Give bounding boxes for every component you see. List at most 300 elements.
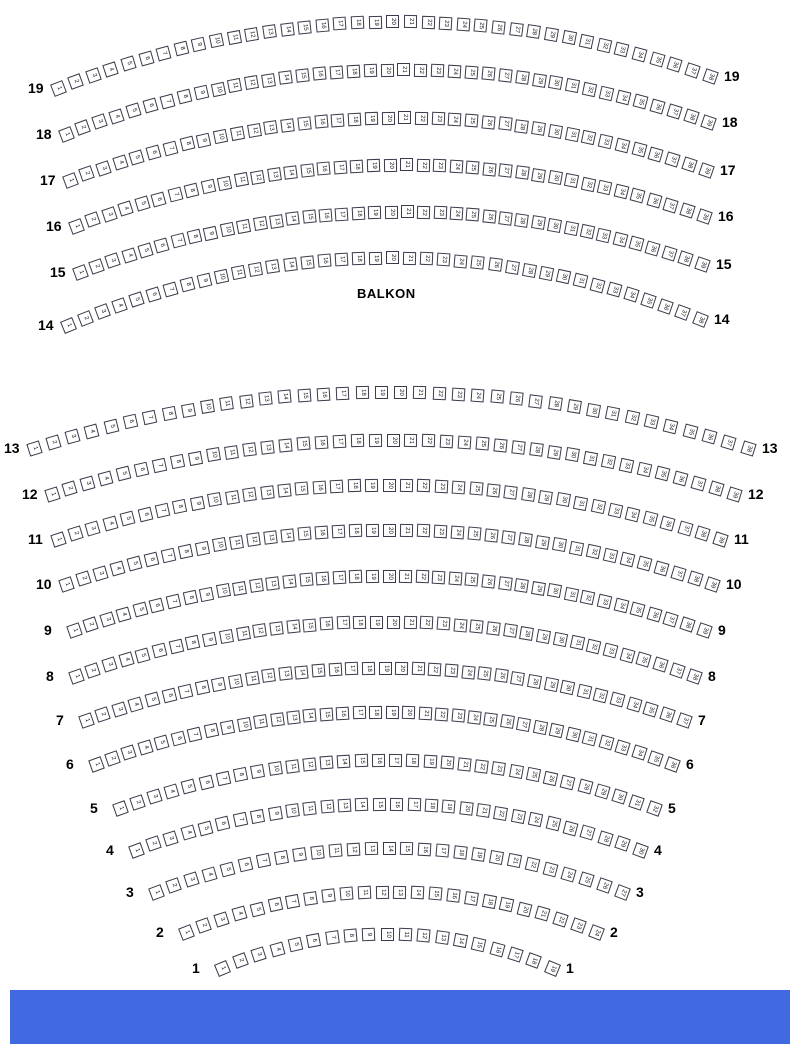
seat[interactable]: 31 xyxy=(573,273,589,289)
seat[interactable]: 3 xyxy=(213,911,229,927)
seat[interactable]: 39 xyxy=(704,576,720,592)
seat[interactable]: 13 xyxy=(338,798,352,812)
seat[interactable]: 15 xyxy=(373,797,386,810)
seat[interactable]: 13 xyxy=(258,392,272,406)
seat[interactable]: 4 xyxy=(269,941,285,957)
seat[interactable]: 7 xyxy=(187,727,203,743)
seat[interactable]: 22 xyxy=(428,663,442,677)
seat[interactable]: 10 xyxy=(381,928,394,941)
seat[interactable]: 1 xyxy=(26,440,42,456)
seat[interactable]: 3 xyxy=(121,745,137,761)
seat[interactable]: 31 xyxy=(569,635,584,650)
seat[interactable]: 33 xyxy=(598,133,614,149)
seat[interactable]: 25 xyxy=(465,573,479,587)
seat[interactable]: 33 xyxy=(602,547,618,563)
seat[interactable]: 34 xyxy=(614,137,630,153)
seat[interactable]: 1 xyxy=(58,126,75,143)
seat[interactable]: 3 xyxy=(65,429,81,445)
seat[interactable]: 9 xyxy=(211,676,226,691)
seat[interactable]: 5 xyxy=(137,242,153,258)
seat[interactable]: 33 xyxy=(597,180,613,196)
seat[interactable]: 11 xyxy=(303,801,317,815)
seat[interactable]: 19 xyxy=(366,570,379,583)
seat[interactable]: 33 xyxy=(610,691,626,707)
seat[interactable]: 17 xyxy=(333,17,347,31)
seat[interactable]: 28 xyxy=(527,673,542,688)
seat[interactable]: 18 xyxy=(525,953,542,970)
seat[interactable]: 24 xyxy=(448,571,462,585)
seat[interactable]: 26 xyxy=(543,770,558,785)
seat[interactable]: 9 xyxy=(268,806,283,821)
seat[interactable]: 1 xyxy=(58,576,74,592)
seat[interactable]: 25 xyxy=(471,256,485,270)
seat[interactable]: 24 xyxy=(449,160,463,174)
seat[interactable]: 4 xyxy=(108,108,124,124)
seat[interactable]: 19 xyxy=(423,754,437,768)
seat[interactable]: 24 xyxy=(509,764,524,779)
seat[interactable]: 22 xyxy=(420,616,434,630)
seat[interactable]: 14 xyxy=(337,754,351,768)
seat[interactable]: 4 xyxy=(164,783,180,799)
seat[interactable]: 23 xyxy=(570,917,587,934)
seat[interactable]: 22 xyxy=(474,759,489,774)
seat[interactable]: 9 xyxy=(202,632,217,647)
seat[interactable]: 20 xyxy=(386,15,399,28)
seat[interactable]: 24 xyxy=(560,866,576,882)
seat[interactable]: 14 xyxy=(283,257,298,272)
seat[interactable]: 3 xyxy=(146,788,162,804)
seat[interactable]: 9 xyxy=(200,179,216,195)
seat[interactable]: 6 xyxy=(143,551,159,567)
seat[interactable]: 1 xyxy=(112,800,129,817)
seat[interactable]: 8 xyxy=(343,929,357,943)
seat[interactable]: 18 xyxy=(350,434,363,447)
seat[interactable]: 11 xyxy=(245,671,260,686)
seat[interactable]: 33 xyxy=(607,282,623,298)
seat[interactable]: 15 xyxy=(354,754,367,767)
seat[interactable]: 30 xyxy=(548,75,563,90)
seat[interactable]: 17 xyxy=(335,207,349,221)
seat[interactable]: 26 xyxy=(488,258,503,273)
seat[interactable]: 7 xyxy=(152,458,167,473)
seat[interactable]: 33 xyxy=(599,85,615,101)
seat[interactable]: 6 xyxy=(267,897,282,912)
seat[interactable]: 14 xyxy=(278,438,292,452)
seat[interactable]: 30 xyxy=(548,170,563,185)
seat[interactable]: 14 xyxy=(282,574,296,588)
seat[interactable]: 36 xyxy=(667,56,683,72)
seat[interactable]: 1 xyxy=(50,80,67,97)
seat[interactable]: 10 xyxy=(216,583,231,598)
seat[interactable]: 10 xyxy=(206,447,221,462)
seat[interactable]: 25 xyxy=(466,208,480,222)
seat[interactable]: 21 xyxy=(534,906,550,922)
seat[interactable]: 20 xyxy=(459,801,473,815)
seat[interactable]: 7 xyxy=(170,233,186,249)
seat[interactable]: 3 xyxy=(163,830,179,846)
seat[interactable]: 7 xyxy=(155,503,171,519)
seat[interactable]: 5 xyxy=(126,556,142,572)
seat[interactable]: 6 xyxy=(151,191,167,207)
seat[interactable]: 25 xyxy=(484,712,499,727)
seat[interactable]: 32 xyxy=(582,82,597,97)
seat[interactable]: 37 xyxy=(669,662,685,678)
seat[interactable]: 7 xyxy=(167,187,183,203)
seat[interactable]: 12 xyxy=(248,262,263,277)
seat[interactable]: 17 xyxy=(332,435,346,449)
seat[interactable]: 37 xyxy=(664,151,680,167)
seat[interactable]: 26 xyxy=(509,392,523,406)
seat[interactable]: 11 xyxy=(225,490,240,505)
seat[interactable]: 20 xyxy=(383,524,396,537)
seat[interactable]: 10 xyxy=(217,175,232,190)
seat[interactable]: 9 xyxy=(194,540,209,555)
seat[interactable]: 14 xyxy=(280,528,294,542)
seat[interactable]: 17 xyxy=(329,65,343,79)
seat[interactable]: 7 xyxy=(216,770,231,785)
seat[interactable]: 2 xyxy=(62,480,78,496)
seat[interactable]: 23 xyxy=(542,861,558,877)
seat[interactable]: 17 xyxy=(336,386,350,400)
seat[interactable]: 16 xyxy=(316,571,330,585)
seat[interactable]: 2 xyxy=(75,119,92,136)
seat[interactable]: 18 xyxy=(346,64,360,78)
seat[interactable]: 36 xyxy=(646,606,662,622)
seat[interactable]: 11 xyxy=(232,581,247,596)
seat[interactable]: 25 xyxy=(477,667,491,681)
seat[interactable]: 23 xyxy=(492,761,507,776)
seat[interactable]: 1 xyxy=(214,960,231,977)
seat[interactable]: 3 xyxy=(92,114,109,131)
seat[interactable]: 4 xyxy=(112,154,128,170)
seat[interactable]: 23 xyxy=(433,525,447,539)
seat[interactable]: 1 xyxy=(72,264,89,281)
seat[interactable]: 35 xyxy=(682,423,698,439)
seat[interactable]: 18 xyxy=(355,386,368,399)
seat[interactable]: 18 xyxy=(347,479,360,492)
seat[interactable]: 13 xyxy=(260,485,274,499)
seat[interactable]: 7 xyxy=(325,930,340,945)
seat[interactable]: 4 xyxy=(111,297,128,314)
seat[interactable]: 31 xyxy=(565,78,580,93)
seat[interactable]: 32 xyxy=(581,176,596,191)
seat[interactable]: 23 xyxy=(432,571,446,585)
seat[interactable]: 8 xyxy=(170,454,185,469)
seat[interactable]: 16 xyxy=(314,525,328,539)
seat[interactable]: 8 xyxy=(161,406,176,421)
seat[interactable]: 24 xyxy=(588,924,605,941)
seat[interactable]: 22 xyxy=(415,570,428,583)
seat[interactable]: 10 xyxy=(339,887,353,901)
seat[interactable]: 14 xyxy=(453,933,468,948)
seat[interactable]: 34 xyxy=(626,696,642,712)
seat[interactable]: 9 xyxy=(188,451,203,466)
seat[interactable]: 15 xyxy=(297,388,311,402)
seat[interactable]: 36 xyxy=(649,98,665,114)
seat[interactable]: 3 xyxy=(95,160,111,176)
seat[interactable]: 15 xyxy=(297,527,311,541)
seat[interactable]: 22 xyxy=(421,16,434,29)
seat[interactable]: 2 xyxy=(67,525,83,541)
seat[interactable]: 30 xyxy=(556,492,571,507)
seat[interactable]: 35 xyxy=(632,93,648,109)
seat[interactable]: 15 xyxy=(300,255,314,269)
seat[interactable]: 21 xyxy=(457,757,471,771)
seat[interactable]: 32 xyxy=(624,410,639,425)
seat[interactable]: 22 xyxy=(415,111,428,124)
seat[interactable]: 22 xyxy=(416,524,429,537)
seat[interactable]: 6 xyxy=(142,98,158,114)
seat[interactable]: 27 xyxy=(511,440,525,454)
seat[interactable]: 7 xyxy=(156,45,172,61)
seat[interactable]: 7 xyxy=(178,683,194,699)
seat[interactable]: 22 xyxy=(417,479,430,492)
seat[interactable]: 7 xyxy=(168,639,184,655)
seat[interactable]: 12 xyxy=(302,757,316,771)
seat[interactable]: 22 xyxy=(525,857,541,873)
seat[interactable]: 15 xyxy=(400,842,413,855)
seat[interactable]: 23 xyxy=(511,809,526,824)
seat[interactable]: 16 xyxy=(315,18,329,32)
seat[interactable]: 37 xyxy=(677,520,693,536)
seat[interactable]: 38 xyxy=(677,250,693,266)
seat[interactable]: 27 xyxy=(498,576,513,591)
seat[interactable]: 34 xyxy=(631,745,647,761)
seat[interactable]: 31 xyxy=(564,173,579,188)
seat[interactable]: 30 xyxy=(560,680,575,695)
seat[interactable]: 33 xyxy=(597,593,613,609)
seat[interactable]: 36 xyxy=(659,706,675,722)
seat[interactable]: 28 xyxy=(521,487,536,502)
seat[interactable]: 24 xyxy=(450,525,464,539)
seat[interactable]: 30 xyxy=(565,447,580,462)
seat[interactable]: 16 xyxy=(318,208,332,222)
seat[interactable]: 10 xyxy=(209,33,224,48)
seat[interactable]: 38 xyxy=(740,440,756,456)
seat[interactable]: 16 xyxy=(314,435,328,449)
seat[interactable]: 37 xyxy=(663,611,679,627)
seat[interactable]: 33 xyxy=(596,228,612,244)
seat[interactable]: 9 xyxy=(220,720,235,735)
seat[interactable]: 21 xyxy=(400,158,413,171)
seat[interactable]: 1 xyxy=(78,712,95,729)
seat[interactable]: 28 xyxy=(597,830,613,846)
seat[interactable]: 19 xyxy=(363,64,376,77)
seat[interactable]: 17 xyxy=(331,525,345,539)
seat[interactable]: 12 xyxy=(252,624,267,639)
seat[interactable]: 35 xyxy=(636,652,652,668)
seat[interactable]: 1 xyxy=(148,884,165,901)
seat[interactable]: 36 xyxy=(646,192,662,208)
seat[interactable]: 38 xyxy=(702,68,719,85)
seat[interactable]: 1 xyxy=(68,668,85,685)
seat[interactable]: 3 xyxy=(99,611,115,627)
seat[interactable]: 30 xyxy=(565,727,581,743)
seat[interactable]: 25 xyxy=(490,390,504,404)
seat[interactable]: 2 xyxy=(88,258,105,275)
seat[interactable]: 1 xyxy=(50,531,66,547)
seat[interactable]: 13 xyxy=(269,214,284,229)
seat[interactable]: 32 xyxy=(646,800,663,817)
seat[interactable]: 29 xyxy=(549,723,564,738)
seat[interactable]: 16 xyxy=(418,842,432,856)
seat[interactable]: 8 xyxy=(176,89,192,105)
seat[interactable]: 7 xyxy=(285,894,300,909)
seat[interactable]: 17 xyxy=(332,571,346,585)
seat[interactable]: 35 xyxy=(647,750,663,766)
seat[interactable]: 6 xyxy=(152,643,168,659)
seat[interactable]: 38 xyxy=(681,156,697,172)
seat[interactable]: 31 xyxy=(582,731,598,747)
seat[interactable]: 16 xyxy=(317,254,331,268)
seat[interactable]: 19 xyxy=(369,16,382,29)
seat[interactable]: 22 xyxy=(435,707,449,721)
seat[interactable]: 6 xyxy=(306,933,321,948)
seat[interactable]: 15 xyxy=(319,707,333,721)
seat[interactable]: 22 xyxy=(493,806,508,821)
seat[interactable]: 36 xyxy=(664,756,681,773)
seat[interactable]: 22 xyxy=(420,252,434,266)
seat[interactable]: 14 xyxy=(278,390,292,404)
seat[interactable]: 12 xyxy=(244,75,259,90)
seat[interactable]: 29 xyxy=(536,629,551,644)
seat[interactable]: 26 xyxy=(491,20,505,34)
seat[interactable]: 2 xyxy=(67,73,84,90)
seat[interactable]: 9 xyxy=(193,85,209,101)
seat[interactable]: 14 xyxy=(280,22,295,37)
seat[interactable]: 32 xyxy=(598,735,614,751)
seat[interactable]: 2 xyxy=(145,836,161,852)
seat[interactable]: 10 xyxy=(220,222,235,237)
seat[interactable]: 28 xyxy=(515,119,530,134)
seat[interactable]: 25 xyxy=(474,18,488,32)
seat[interactable]: 26 xyxy=(494,669,509,684)
seat[interactable]: 30 xyxy=(548,124,563,139)
seat[interactable]: 26 xyxy=(500,714,515,729)
seat[interactable]: 15 xyxy=(297,116,311,130)
seat[interactable]: 19 xyxy=(365,524,378,537)
seat[interactable]: 34 xyxy=(612,232,628,248)
seat[interactable]: 29 xyxy=(594,783,610,799)
seat[interactable]: 20 xyxy=(383,158,396,171)
seat[interactable]: 22 xyxy=(422,434,435,447)
seat[interactable]: 2 xyxy=(94,706,110,722)
seat[interactable]: 21 xyxy=(404,15,417,28)
seat[interactable]: 27 xyxy=(501,530,515,544)
seat[interactable]: 29 xyxy=(531,215,546,230)
seat[interactable]: 7 xyxy=(162,140,178,156)
seat[interactable]: 25 xyxy=(469,482,483,496)
seat[interactable]: 23 xyxy=(434,480,448,494)
seat[interactable]: 8 xyxy=(187,229,203,245)
seat[interactable]: 35 xyxy=(642,511,658,527)
seat[interactable]: 35 xyxy=(631,142,647,158)
seat[interactable]: 26 xyxy=(563,820,579,836)
seat[interactable]: 2 xyxy=(196,917,213,934)
seat[interactable]: 19 xyxy=(379,662,392,675)
seat[interactable]: 35 xyxy=(654,466,670,482)
seat[interactable]: 11 xyxy=(253,714,268,729)
seat[interactable]: 13 xyxy=(364,842,377,855)
seat[interactable]: 4 xyxy=(202,866,218,882)
seat[interactable]: 22 xyxy=(552,911,568,927)
seat[interactable]: 18 xyxy=(351,206,365,220)
seat[interactable]: 31 xyxy=(568,540,583,555)
seat[interactable]: 18 xyxy=(348,112,362,126)
seat[interactable]: 12 xyxy=(261,669,276,684)
seat[interactable]: 10 xyxy=(310,845,324,859)
seat[interactable]: 32 xyxy=(601,454,616,469)
seat[interactable]: 39 xyxy=(726,486,742,502)
seat[interactable]: 28 xyxy=(514,578,529,593)
seat[interactable]: 24 xyxy=(454,254,468,268)
seat[interactable]: 35 xyxy=(630,188,646,204)
seat[interactable]: 29 xyxy=(532,73,547,88)
seat[interactable]: 8 xyxy=(233,767,248,782)
seat[interactable]: 14 xyxy=(303,708,317,722)
seat[interactable]: 10 xyxy=(213,129,228,144)
seat[interactable]: 34 xyxy=(619,647,635,663)
seat[interactable]: 20 xyxy=(381,111,394,124)
seat[interactable]: 18 xyxy=(350,159,364,173)
seat[interactable]: 15 xyxy=(295,68,309,82)
seat[interactable]: 24 xyxy=(448,64,462,78)
seat[interactable]: 8 xyxy=(203,723,218,738)
seat[interactable]: 33 xyxy=(614,42,630,58)
seat[interactable]: 24 xyxy=(458,435,472,449)
seat[interactable]: 12 xyxy=(249,578,264,593)
seat[interactable]: 20 xyxy=(394,385,407,398)
seat[interactable]: 8 xyxy=(172,499,187,514)
seat[interactable]: 29 xyxy=(531,581,546,596)
seat[interactable]: 10 xyxy=(207,492,222,507)
seat[interactable]: 18 xyxy=(349,570,362,583)
seat[interactable]: 16 xyxy=(314,115,328,129)
seat[interactable]: 20 xyxy=(383,570,396,583)
seat[interactable]: 11 xyxy=(357,886,371,900)
seat[interactable]: 2 xyxy=(104,750,120,766)
seat[interactable]: 3 xyxy=(85,520,101,536)
seat[interactable]: 19 xyxy=(375,385,388,398)
seat[interactable]: 29 xyxy=(547,445,562,460)
seat[interactable]: 3 xyxy=(80,475,96,491)
seat[interactable]: 26 xyxy=(481,574,495,588)
seat[interactable]: 24 xyxy=(450,207,464,221)
seat[interactable]: 15 xyxy=(300,163,314,177)
seat[interactable]: 32 xyxy=(590,277,606,293)
seat[interactable]: 11 xyxy=(236,219,251,234)
seat[interactable]: 1 xyxy=(128,842,145,859)
seat[interactable]: 18 xyxy=(481,894,496,909)
seat[interactable]: 13 xyxy=(286,710,300,724)
seat[interactable]: 20 xyxy=(383,479,396,492)
seat[interactable]: 21 xyxy=(403,616,416,629)
seat[interactable]: 6 xyxy=(138,50,154,66)
seat[interactable]: 10 xyxy=(228,673,243,688)
seat[interactable]: 21 xyxy=(397,63,410,76)
seat[interactable]: 12 xyxy=(270,712,285,727)
seat[interactable]: 34 xyxy=(663,419,679,435)
seat[interactable]: 16 xyxy=(317,387,331,401)
seat[interactable]: 23 xyxy=(431,112,445,126)
seat[interactable]: 26 xyxy=(481,67,495,81)
seat[interactable]: 4 xyxy=(117,201,133,217)
seat[interactable]: 30 xyxy=(553,632,568,647)
seat[interactable]: 27 xyxy=(528,394,543,409)
seat[interactable]: 27 xyxy=(505,260,520,275)
seat[interactable]: 12 xyxy=(247,123,262,138)
seat[interactable]: 5 xyxy=(116,466,132,482)
